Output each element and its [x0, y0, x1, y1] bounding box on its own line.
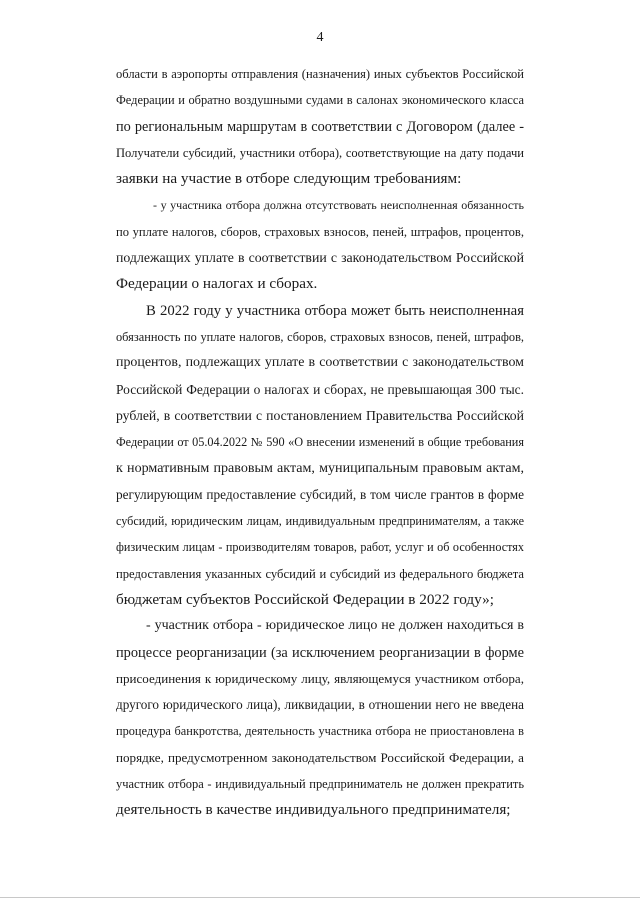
text-line: В 2022 году у участника отбора может быть неисполненная [146, 302, 524, 319]
page-number: 4 [316, 30, 324, 45]
text-line: физическим лицам - производителям товаров, работ, услуг и об особенностях [116, 540, 524, 555]
text-line: подлежащих уплате в соответствии с законодательством Российской [116, 250, 524, 266]
text-line: другого юридического лица), ликвидации, в отношении него не введена [116, 697, 524, 713]
text-line: к нормативным правовым актам, муниципальным правовым актам, [116, 460, 524, 477]
text-line: участник отбора - индивидуальный предприниматель не должен прекратить [116, 777, 524, 792]
text-line: Федерации от 05.04.2022 № 590 «О внесении изменений в общие требования [116, 435, 524, 450]
text-line: рублей, в соответствии с постановлением Правительства Российской [116, 407, 524, 423]
text-line: обязанность по уплате налогов, сборов, страховых взносов, пеней, штрафов, [116, 329, 524, 344]
text-line: - у участника отбора должна отсутствовать неисполненная обязанность [153, 198, 524, 213]
text-line: Федерации о налогах и сборах. [116, 275, 318, 293]
text-line: Получатели субсидий, участники отбора), соответствующие на дату подачи [116, 145, 524, 160]
text-line: заявки на участие в отборе следующим требованиям: [116, 170, 462, 188]
document-body [116, 61, 524, 824]
bottom-divider [0, 897, 640, 898]
text-line: бюджетам субъектов Российской Федерации в 2022 году»; [116, 590, 494, 608]
text-line: регулирующим предоставление субсидий, в том числе грантов в форме [116, 486, 524, 502]
text-line: деятельность в качестве индивидуального предпринимателя; [116, 801, 511, 819]
text-line: присоединения к юридическому лицу, являющемуся участником отбора, [116, 670, 524, 686]
text-line: Федерации и обратно воздушными судами в салонах экономического класса [116, 93, 524, 108]
text-line: предоставления указанных субсидий и субсидий из федерального бюджета [116, 566, 524, 581]
text-line: процессе реорганизации (за исключением реорганизации в форме [116, 644, 524, 661]
text-line: процентов, подлежащих уплате в соответствии с законодательством [116, 355, 524, 371]
text-line: субсидий, юридическим лицам, индивидуальным предпринимателям, а также [116, 514, 524, 529]
text-line: Российской Федерации о налогах и сборах, не превышающая 300 тыс. [116, 381, 524, 397]
text-line: порядке, предусмотренном законодательством Российской Федерации, а [116, 749, 524, 765]
text-line: по региональным маршрутам в соответствии с Договором (далее - [116, 118, 524, 135]
text-line: - участник отбора - юридическое лицо не должен находиться в [146, 618, 524, 634]
text-line: по уплате налогов, сборов, страховых взносов, пеней, штрафов, процентов, [116, 224, 524, 239]
text-line: процедура банкротства, деятельность участника отбора не приостановлена в [116, 724, 524, 739]
text-line: области в аэропорты отправления (назначения) иных субъектов Российской [116, 67, 524, 81]
